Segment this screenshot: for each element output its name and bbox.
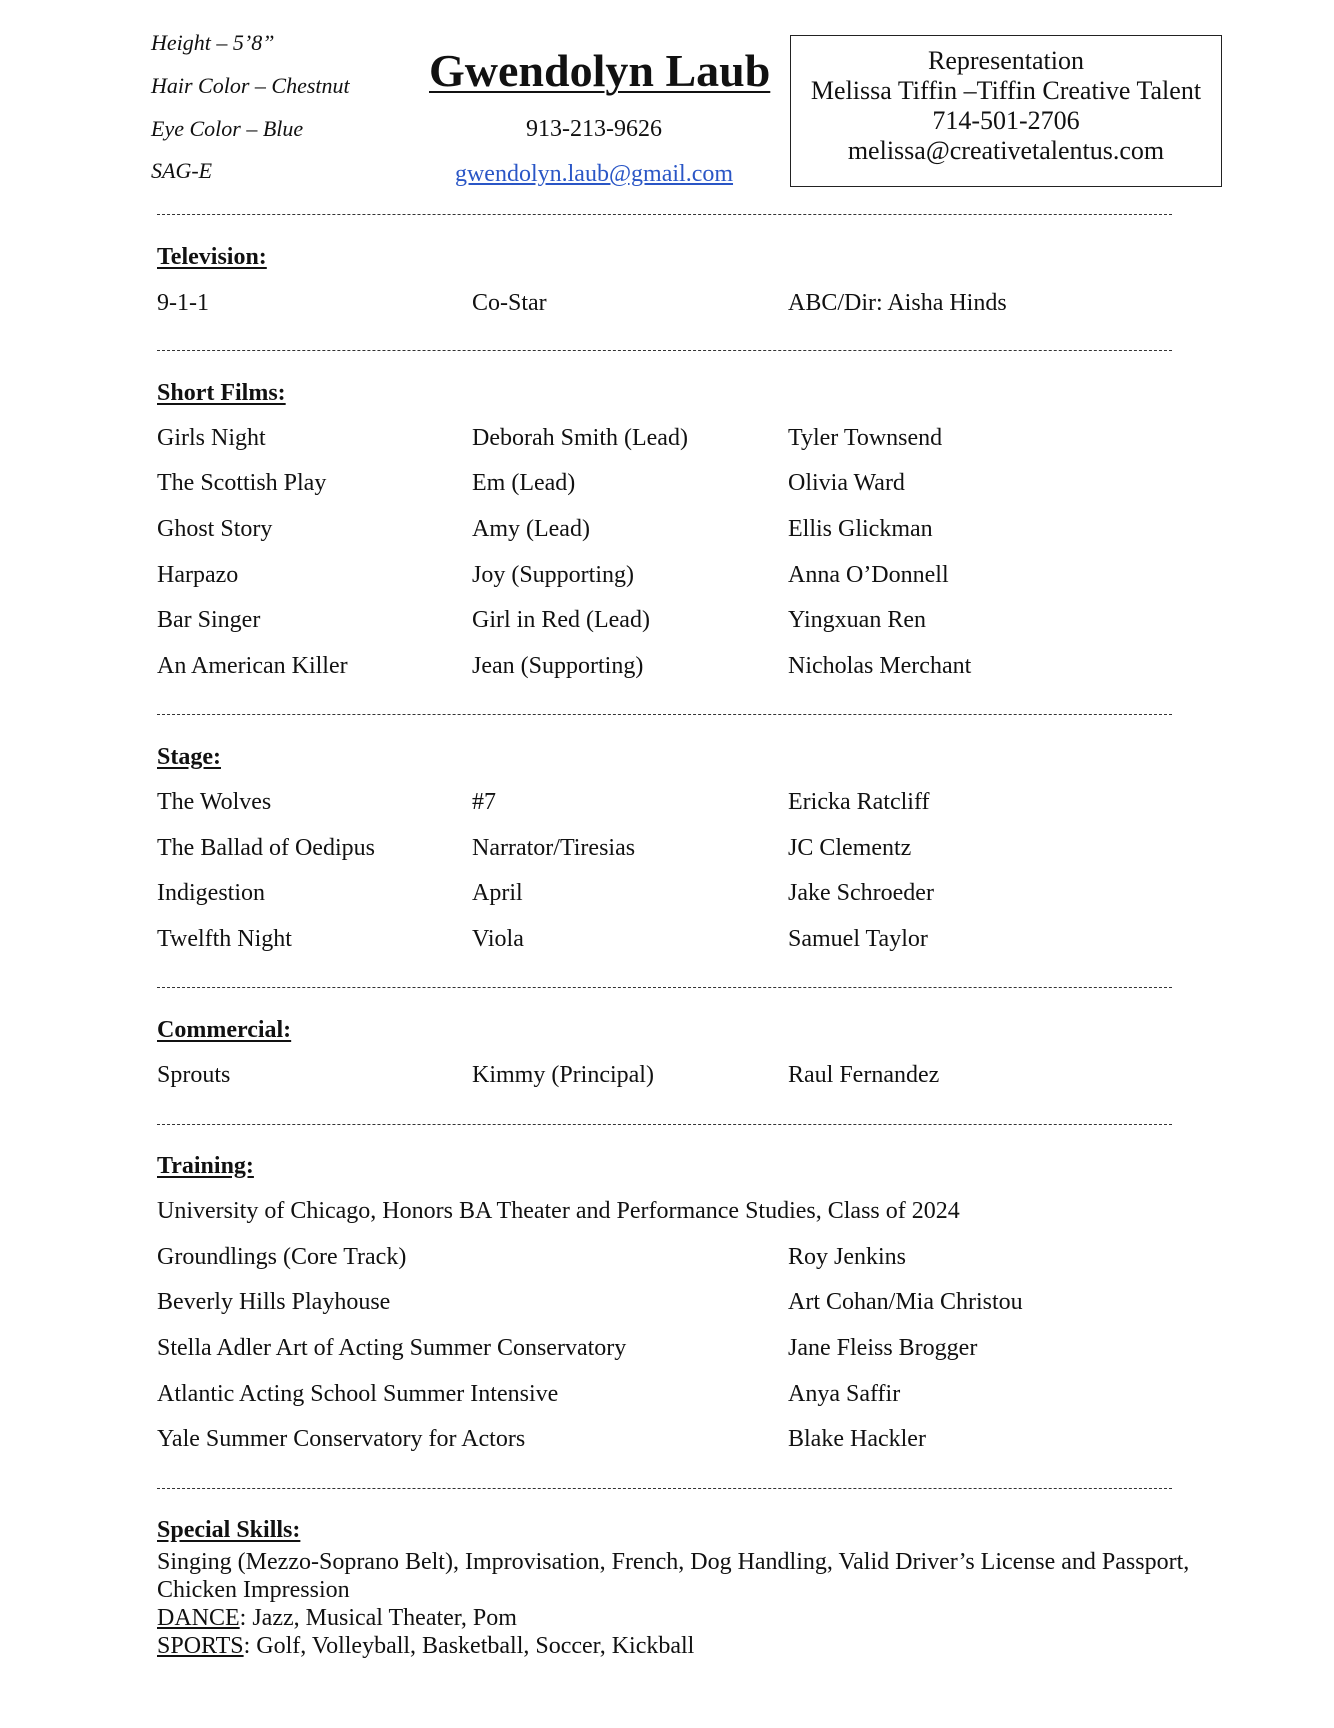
training-instructor: Art Cohan/Mia Christou xyxy=(788,1289,1023,1315)
credit-director: JC Clementz xyxy=(788,835,912,861)
credit-row xyxy=(157,880,1217,910)
credit-role: Girl in Red (Lead) xyxy=(472,607,650,633)
agent-phone: 714-501-2706 xyxy=(932,106,1080,135)
credit-director: Anna O’Donnell xyxy=(788,562,949,588)
training-row xyxy=(157,1426,1217,1456)
credit-director: Raul Fernandez xyxy=(788,1062,940,1088)
section-divider xyxy=(157,1124,1172,1125)
training-program: Beverly Hills Playhouse xyxy=(157,1289,391,1315)
credit-title: The Scottish Play xyxy=(157,470,327,496)
credit-role: Deborah Smith (Lead) xyxy=(472,425,688,451)
skills-line: Singing (Mezzo-Soprano Belt), Improvisation, French, Dog Handling, Valid Driver’s License and Passport, xyxy=(157,1549,1190,1575)
special-skills-heading: Special Skills: xyxy=(157,1517,301,1543)
credit-director: Ericka Ratcliff xyxy=(788,789,930,815)
agent-name: Melissa Tiffin –Tiffin Creative Talent xyxy=(810,76,1202,105)
credit-title: Twelfth Night xyxy=(157,926,292,952)
section-divider xyxy=(157,1488,1172,1489)
credit-director: Ellis Glickman xyxy=(788,516,933,542)
credit-row xyxy=(157,835,1217,865)
credit-role: Kimmy (Principal) xyxy=(472,1062,654,1088)
height-stat: Height – 5’8” xyxy=(151,30,275,55)
credit-director: Yingxuan Ren xyxy=(788,607,926,633)
training-instructor: Jane Fleiss Brogger xyxy=(788,1335,978,1361)
credit-role: #7 xyxy=(472,789,496,815)
credit-title: Harpazo xyxy=(157,562,239,588)
television-heading: Television: xyxy=(157,244,267,270)
stage-heading: Stage: xyxy=(157,744,221,770)
credit-row xyxy=(157,290,1217,320)
credit-role: Co-Star xyxy=(472,290,547,316)
section-divider xyxy=(157,714,1172,715)
special-skills-list xyxy=(157,1548,1217,1660)
sports-text: : Golf, Volleyball, Basketball, Soccer, Kickball xyxy=(243,1633,695,1659)
credit-director: Tyler Townsend xyxy=(788,425,943,451)
dance-text: : Jazz, Musical Theater, Pom xyxy=(239,1605,517,1631)
credit-director: Olivia Ward xyxy=(788,470,905,496)
agent-email: melissa@creativetalentus.com xyxy=(847,136,1165,165)
actor-email-link[interactable]: gwendolyn.laub@gmail.com xyxy=(454,161,734,187)
representation-box xyxy=(790,35,1222,187)
dance-label: DANCE xyxy=(157,1605,240,1631)
credit-title: Sprouts xyxy=(157,1062,231,1088)
credit-row xyxy=(157,470,1217,500)
training-program: Atlantic Acting School Summer Intensive xyxy=(157,1381,559,1407)
credit-role: April xyxy=(472,880,523,906)
credit-role: Em (Lead) xyxy=(472,470,576,496)
training-heading: Training: xyxy=(157,1153,254,1179)
training-instructor: Blake Hackler xyxy=(788,1426,926,1452)
credit-row xyxy=(157,562,1217,592)
union-status: SAG-E xyxy=(151,158,213,183)
training-instructor: Roy Jenkins xyxy=(788,1244,907,1270)
hair-color-stat: Hair Color – Chestnut xyxy=(151,73,350,98)
credit-director: Samuel Taylor xyxy=(788,926,928,952)
credit-row xyxy=(157,425,1217,455)
training-row xyxy=(157,1335,1217,1365)
credit-title: Ghost Story xyxy=(157,516,273,542)
credit-director: Jake Schroeder xyxy=(788,880,934,906)
credit-title: Bar Singer xyxy=(157,607,261,633)
training-program: Yale Summer Conservatory for Actors xyxy=(157,1426,526,1452)
skills-line: Chicken Impression xyxy=(157,1577,350,1603)
credit-row xyxy=(157,653,1217,683)
credit-row xyxy=(157,607,1217,637)
training-row xyxy=(157,1289,1217,1319)
training-program: Groundlings (Core Track) xyxy=(157,1244,407,1270)
commercial-heading: Commercial: xyxy=(157,1017,292,1043)
credit-title: The Wolves xyxy=(157,789,272,815)
credit-title: The Ballad of Oedipus xyxy=(157,835,375,861)
training-program: University of Chicago, Honors BA Theater and Performance Studies, Class of 2024 xyxy=(157,1198,960,1224)
sports-skills xyxy=(157,1632,1217,1660)
representation-title: Representation xyxy=(928,46,1084,75)
training-row xyxy=(157,1198,1217,1228)
credit-title: Indigestion xyxy=(157,880,265,906)
credit-director: ABC/Dir: Aisha Hinds xyxy=(788,290,1007,316)
training-instructor: Anya Saffir xyxy=(788,1381,901,1407)
section-divider xyxy=(157,350,1172,351)
credit-row xyxy=(157,926,1217,956)
credit-role: Viola xyxy=(472,926,524,952)
short-films-heading: Short Films: xyxy=(157,380,286,406)
actor-name: Gwendolyn Laub xyxy=(429,45,771,96)
section-divider xyxy=(157,214,1172,215)
credit-role: Jean (Supporting) xyxy=(472,653,644,679)
credit-director: Nicholas Merchant xyxy=(788,653,972,679)
training-row xyxy=(157,1244,1217,1274)
credit-row xyxy=(157,516,1217,546)
eye-color-stat: Eye Color – Blue xyxy=(151,116,304,141)
training-row xyxy=(157,1381,1217,1411)
credit-role: Amy (Lead) xyxy=(472,516,590,542)
section-divider xyxy=(157,987,1172,988)
actor-phone: 913-213-9626 xyxy=(526,116,662,142)
credit-role: Joy (Supporting) xyxy=(472,562,634,588)
dance-skills xyxy=(157,1604,1217,1632)
credit-row xyxy=(157,789,1217,819)
training-program: Stella Adler Art of Acting Summer Conservatory xyxy=(157,1335,627,1361)
credit-title: 9-1-1 xyxy=(157,290,209,316)
credit-row xyxy=(157,1062,1217,1092)
credit-title: An American Killer xyxy=(157,653,348,679)
sports-label: SPORTS xyxy=(157,1633,244,1659)
credit-title: Girls Night xyxy=(157,425,266,451)
credit-role: Narrator/Tiresias xyxy=(472,835,636,861)
